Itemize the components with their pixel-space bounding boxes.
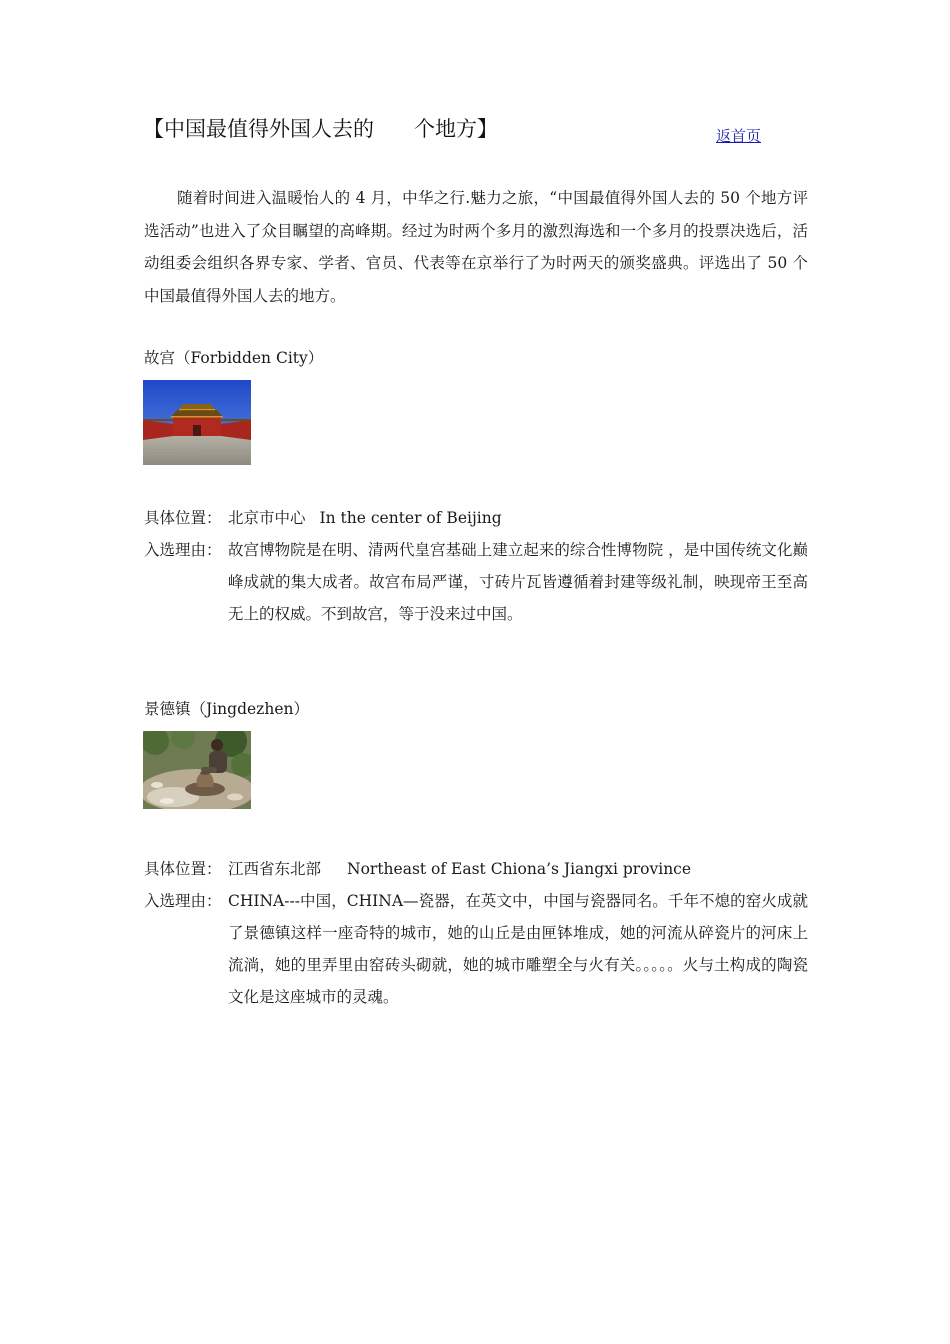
reason-label: 入选理由： xyxy=(144,541,222,559)
reason-text: 故宫博物院是在明、清两代皇宫基础上建立起来的综合性博物院 ，是中国传统文化巅峰成就的集大成者。故宫布局严谨，寸砖片瓦皆遵循着封建等级礼制，映现帝王至高无上的权威。不到故宫，等于没来过中国。 xyxy=(228,541,808,623)
location-cn: 北京市中心 xyxy=(228,509,306,527)
location-label: 具体位置： xyxy=(144,509,222,527)
place-reason-jingdezhen xyxy=(144,885,808,1013)
intro-paragraph: 随着时间进入温暖怡人的 4 月，中华之行.魅力之旅，“中国最值得外国人去的 50 个地方评选活动”也进入了众目瞩望的高峰期。经过为时两个多月的激烈海选和一个多月的投票决选后，活动组委会组织各界专家、学者、官员、代表等在京举行了为时两天的颁奖盛典。评选出了 50 个中国最值得外国人去的地方。 xyxy=(144,189,808,305)
page-title: 【中国最值得外国人去的 个地方】 xyxy=(143,117,499,141)
location-en: In the center of Beijing xyxy=(319,509,502,527)
location-label: 具体位置： xyxy=(144,860,222,878)
location-en: Northeast of East Chiona’s Jiangxi province xyxy=(347,860,692,878)
place-reason-forbidden-city xyxy=(144,534,808,630)
place-heading-forbidden-city: 故宫（Forbidden City） xyxy=(144,349,324,367)
reason-text: CHINA---中国，CHINA—瓷器，在英文中，中国与瓷器同名。千年不熄的窑火成就了景德镇这样一座奇特的城市，她的山丘是由匣钵堆成，她的河流从碎瓷片的河床上流淌，她的里弄里由窑砖头砌就，她的城市雕塑全与火有关。。。。。火与土构成的陶瓷文化是这座城市的灵魂。 xyxy=(228,892,808,1006)
reason-label: 入选理由： xyxy=(144,892,222,910)
jingdezhen-photo xyxy=(143,731,251,809)
home-link[interactable]: 返首页 xyxy=(716,127,762,145)
location-cn: 江西省东北部 xyxy=(228,860,322,878)
place-location-jingdezhen xyxy=(144,853,808,885)
place-heading-jingdezhen: 景德镇（Jingdezhen） xyxy=(144,700,309,718)
place-location-forbidden-city xyxy=(144,502,808,534)
forbidden-city-photo xyxy=(143,380,251,465)
